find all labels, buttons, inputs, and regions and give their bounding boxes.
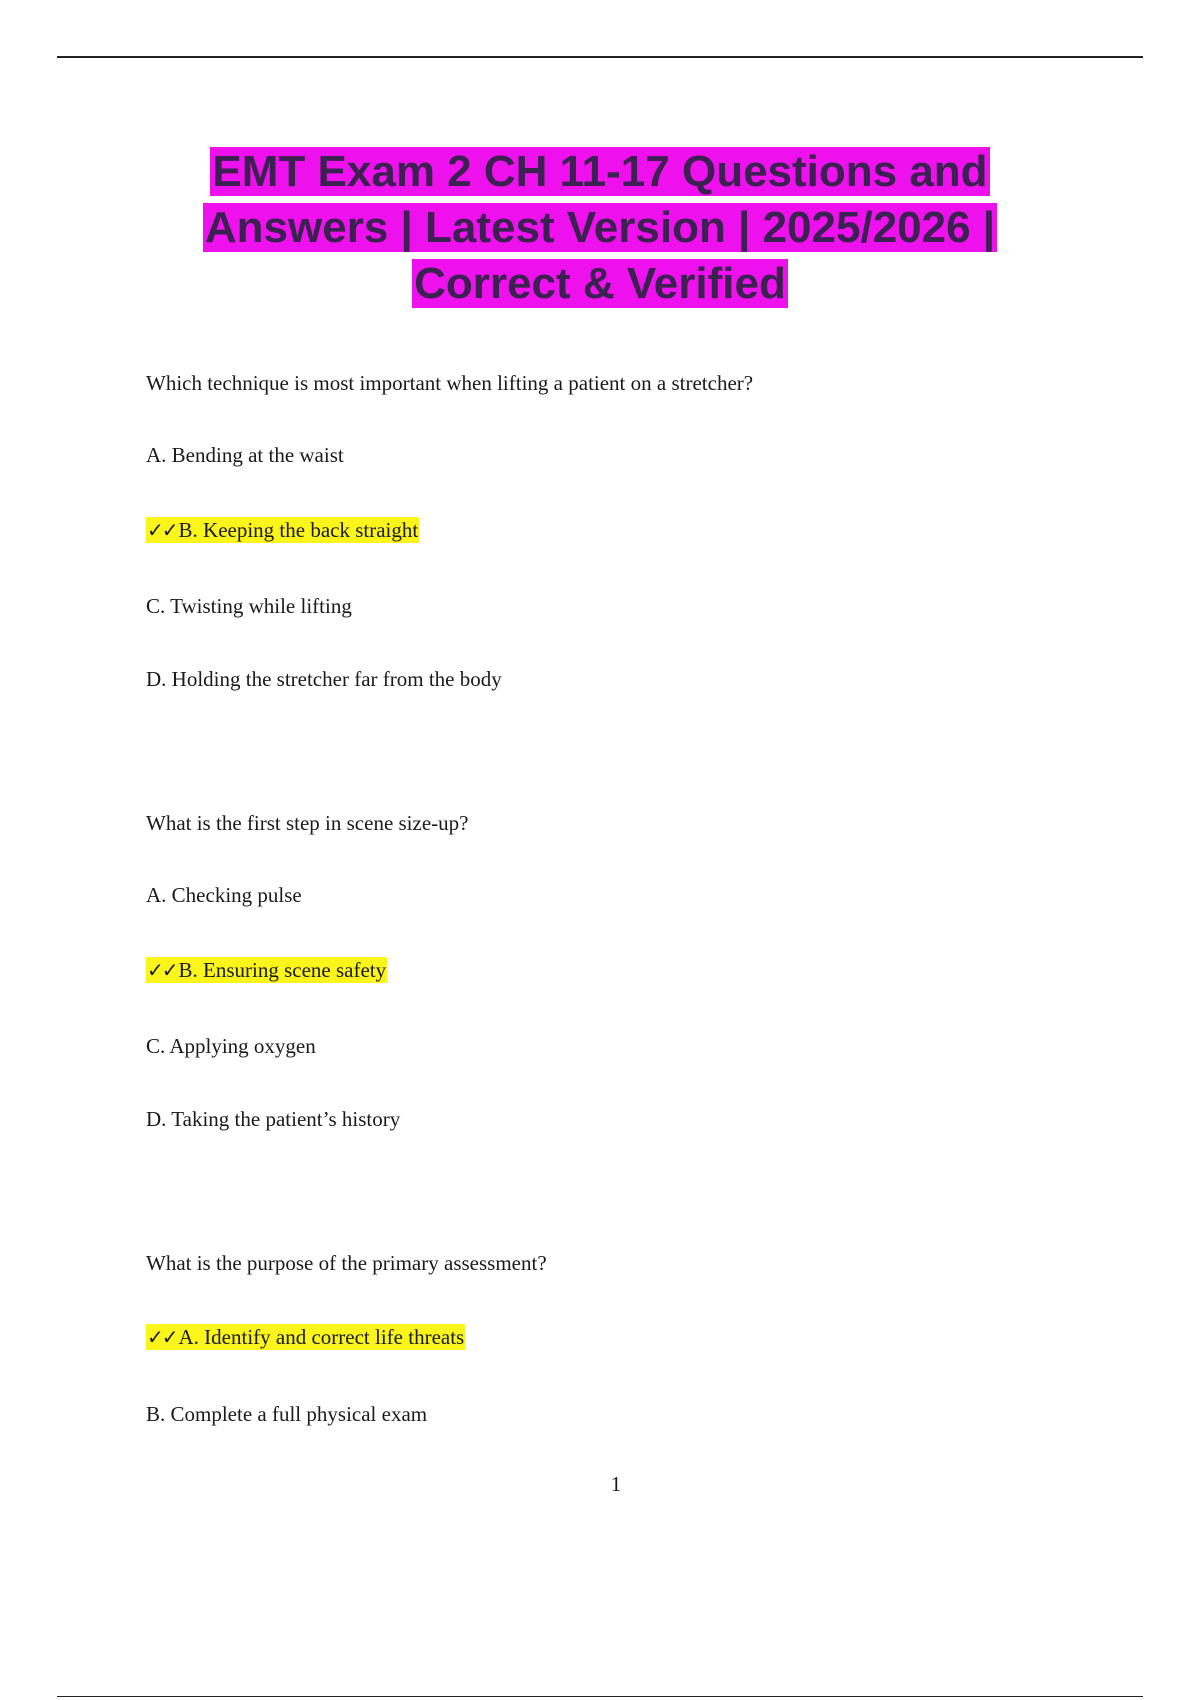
title-line-1: EMT Exam 2 CH 11-17 Questions and [212, 147, 988, 196]
question-3-option-b: B. Complete a full physical exam [146, 1402, 428, 1426]
correct-answer-highlight [146, 957, 387, 983]
question-1-option-d: D. Holding the stretcher far from the body [146, 667, 502, 691]
bottom-rule [57, 1696, 1143, 1697]
question-2-text: What is the first step in scene size-up? [146, 811, 469, 835]
correct-answer-highlight [146, 517, 419, 543]
question-3-text: What is the purpose of the primary assessment? [146, 1251, 547, 1275]
answer-label: B. Ensuring scene safety [178, 958, 387, 982]
document-title [60, 144, 1140, 312]
question-1-text: Which technique is most important when lifting a patient on a stretcher? [146, 371, 754, 395]
question-3-option-a-correct [146, 1324, 1146, 1350]
question-2-option-d: D. Taking the patient’s history [146, 1107, 401, 1131]
page-number: 1 [610, 1472, 622, 1496]
correct-answer-highlight [146, 1324, 465, 1350]
question-1-option-c: C. Twisting while lifting [146, 594, 352, 618]
question-2-option-c: C. Applying oxygen [146, 1034, 316, 1058]
question-2-option-b-correct [146, 957, 1146, 983]
answer-label: B. Keeping the back straight [178, 518, 419, 542]
double-check-icon: ✓✓ [147, 958, 177, 982]
question-2-option-a: A. Checking pulse [146, 883, 302, 907]
double-check-icon: ✓✓ [147, 1325, 177, 1349]
answer-label: A. Identify and correct life threats [178, 1325, 465, 1349]
title-line-3: Correct & Verified [414, 259, 786, 308]
top-rule [57, 56, 1143, 58]
question-1-option-b-correct [146, 517, 1146, 543]
title-line-2: Answers | Latest Version | 2025/2026 | [204, 203, 996, 252]
double-check-icon: ✓✓ [147, 518, 177, 542]
question-1-option-a: A. Bending at the waist [146, 443, 344, 467]
